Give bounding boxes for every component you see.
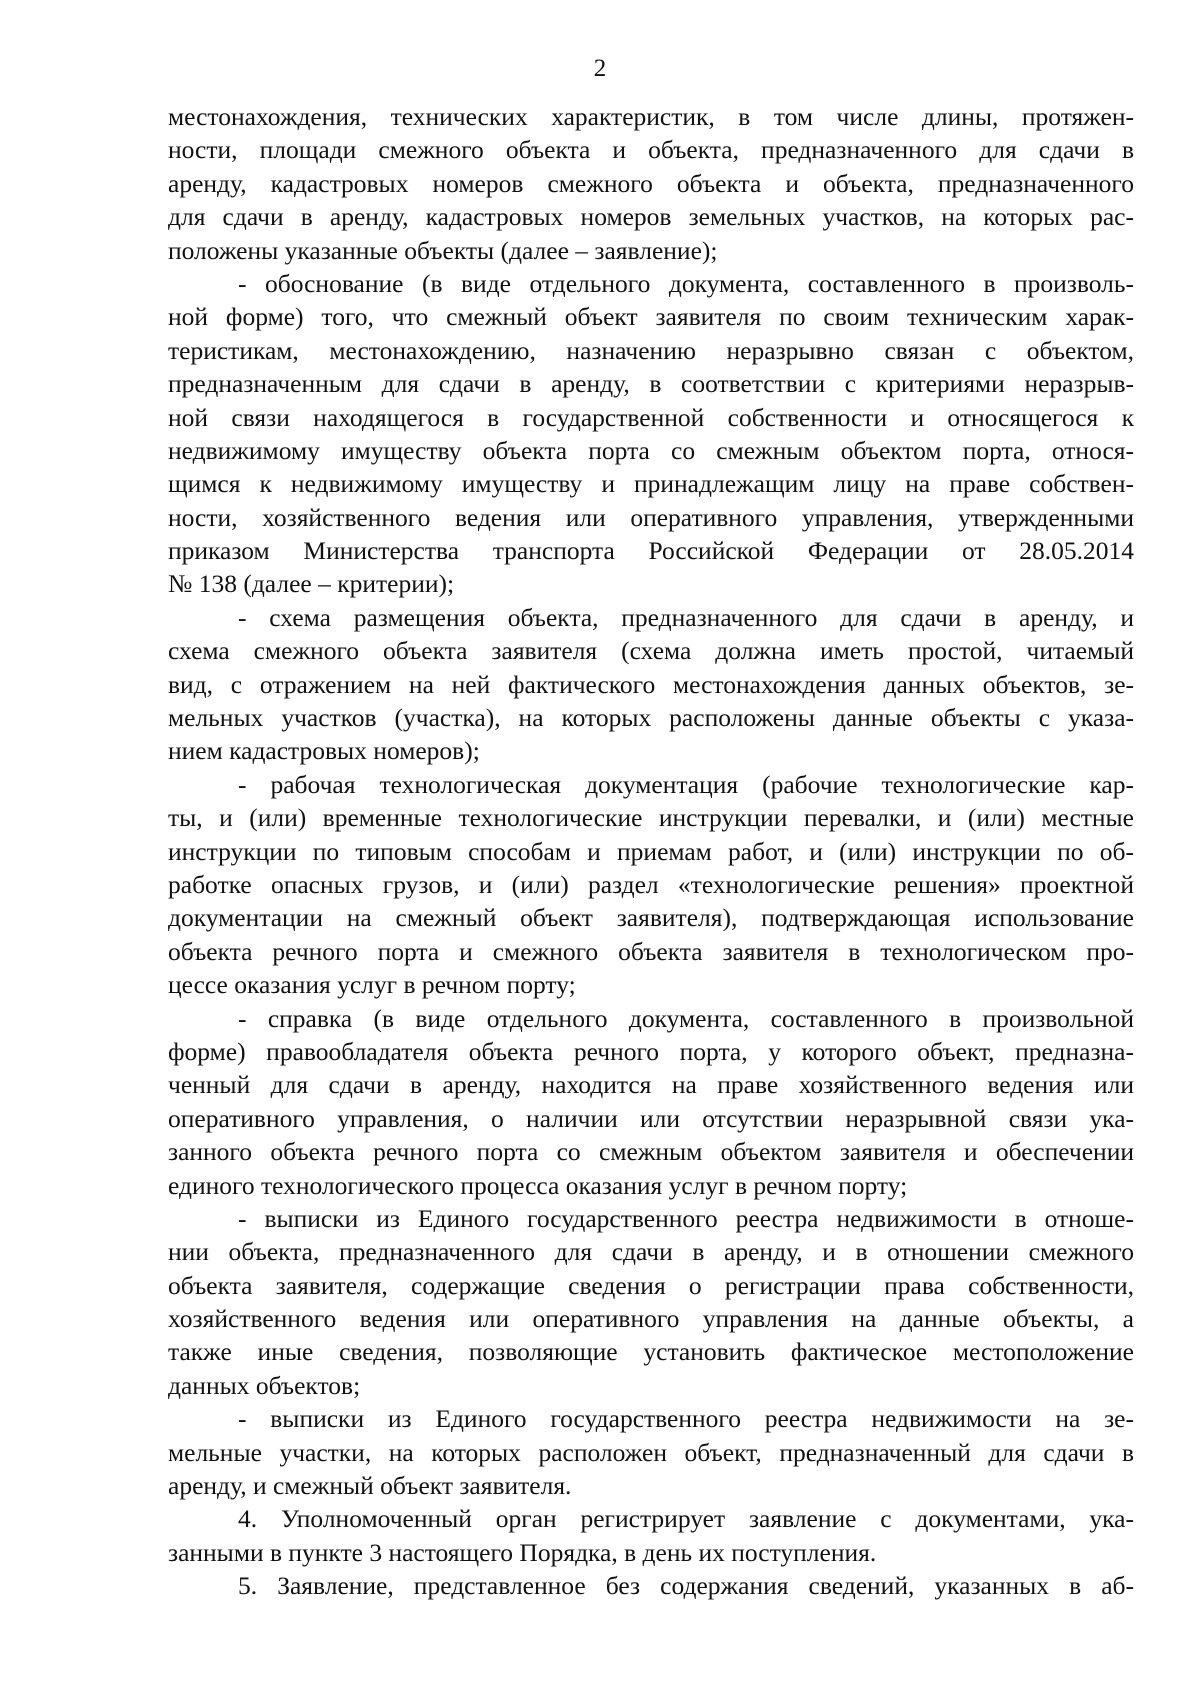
- text-line: документации на смежный объект заявителя), подтверждающая использование: [168, 903, 1134, 933]
- text-line: - выписки из Единого государственного реестра недвижимости на зе-: [238, 1404, 1134, 1434]
- text-line: занными в пункте 3 настоящего Порядка, в день их поступления.: [168, 1537, 877, 1567]
- text-line: занного объекта речного порта со смежным объектом заявителя и обеспечении: [168, 1137, 1134, 1167]
- text-line: мельных участков (участка), на которых расположены данные объекты с указа-: [168, 703, 1134, 733]
- text-line: работке опасных грузов, и (или) раздел «технологические решения» проектной: [168, 869, 1134, 899]
- text-line: данных объектов;: [168, 1370, 361, 1400]
- text-line: ности, хозяйственного ведения или оперативного управления, утвержденными: [168, 502, 1134, 532]
- text-line: ченный для сдачи в аренду, находится на праве хозяйственного ведения или: [168, 1070, 1134, 1100]
- text-line: инструкции по типовым способам и приемам работ, и (или) инструкции по об-: [168, 836, 1134, 866]
- page-number: 2: [593, 55, 607, 82]
- text-line: ности, площади смежного объекта и объекта, предназначенного для сдачи в: [168, 135, 1134, 165]
- text-line: нием кадастровых номеров);: [168, 736, 480, 766]
- document-body: [168, 100, 1134, 1603]
- text-line: мельные участки, на которых расположен объект, предназначенный для сдачи в: [168, 1437, 1134, 1467]
- text-line: объекта заявителя, содержащие сведения о регистрации права собственности,: [168, 1270, 1134, 1300]
- text-line: для сдачи в аренду, кадастровых номеров земельных участков, на которых рас-: [168, 202, 1134, 232]
- text-line: недвижимому имуществу объекта порта со смежным объектом порта, относя-: [168, 435, 1134, 465]
- text-line: 5. Заявление, представленное без содержания сведений, указанных в аб-: [238, 1571, 1134, 1601]
- text-line: ной связи находящегося в государственной собственности и относящегося к: [168, 402, 1134, 432]
- text-line: единого технологического процесса оказания услуг в речном порту;: [168, 1170, 908, 1200]
- text-line: - выписки из Единого государственного реестра недвижимости в отноше-: [238, 1203, 1134, 1233]
- text-line: аренду, кадастровых номеров смежного объекта и объекта, предназначенного: [168, 168, 1134, 198]
- text-line: форме) правообладателя объекта речного порта, у которого объект, предназна-: [168, 1036, 1134, 1066]
- text-line: вид, с отражением на ней фактического местонахождения данных объектов, зе-: [168, 669, 1134, 699]
- text-line: аренду, и смежный объект заявителя.: [168, 1471, 572, 1501]
- text-line: схема смежного объекта заявителя (схема должна иметь простой, читаемый: [168, 636, 1134, 666]
- text-line: нии объекта, предназначенного для сдачи в аренду, и в отношении смежного: [168, 1237, 1134, 1267]
- text-line: - схема размещения объекта, предназначенного для сдачи в аренду, и: [238, 602, 1134, 632]
- text-line: ты, и (или) временные технологические инструкции перевалки, и (или) местные: [168, 803, 1134, 833]
- text-line: предназначенным для сдачи в аренду, в соответствии с критериями неразрыв-: [168, 369, 1134, 399]
- text-line: оперативного управления, о наличии или отсутствии неразрывной связи ука-: [168, 1103, 1134, 1133]
- text-line: - обоснование (в виде отдельного документа, составленного в произволь-: [238, 268, 1134, 298]
- text-line: 4. Уполномоченный орган регистрирует заявление с документами, ука-: [238, 1504, 1134, 1534]
- text-line: также иные сведения, позволяющие установить фактическое местоположение: [168, 1337, 1134, 1367]
- text-line: теристикам, местонахождению, назначению неразрывно связан с объектом,: [168, 335, 1134, 365]
- text-line: положены указанные объекты (далее – заявление);: [168, 235, 718, 265]
- text-line: ной форме) того, что смежный объект заявителя по своим техническим харак-: [168, 302, 1134, 332]
- text-line: хозяйственного ведения или оперативного управления на данные объекты, а: [168, 1304, 1134, 1334]
- text-line: - справка (в виде отдельного документа, составленного в произвольной: [238, 1003, 1134, 1033]
- text-line: местонахождения, технических характеристик, в том числе длины, протяжен-: [168, 102, 1134, 131]
- text-line: цессе оказания услуг в речном порту;: [168, 970, 576, 1000]
- text-line: щимся к недвижимому имуществу и принадлежащим лицу на праве собствен-: [168, 469, 1134, 499]
- text-line: приказом Министерства транспорта Российской Федерации от 28.05.2014: [168, 536, 1134, 566]
- text-line: объекта речного порта и смежного объекта заявителя в технологическом про-: [168, 936, 1134, 966]
- text-line: - рабочая технологическая документация (рабочие технологические кар-: [238, 769, 1134, 799]
- text-line: № 138 (далее – критерии);: [168, 569, 455, 599]
